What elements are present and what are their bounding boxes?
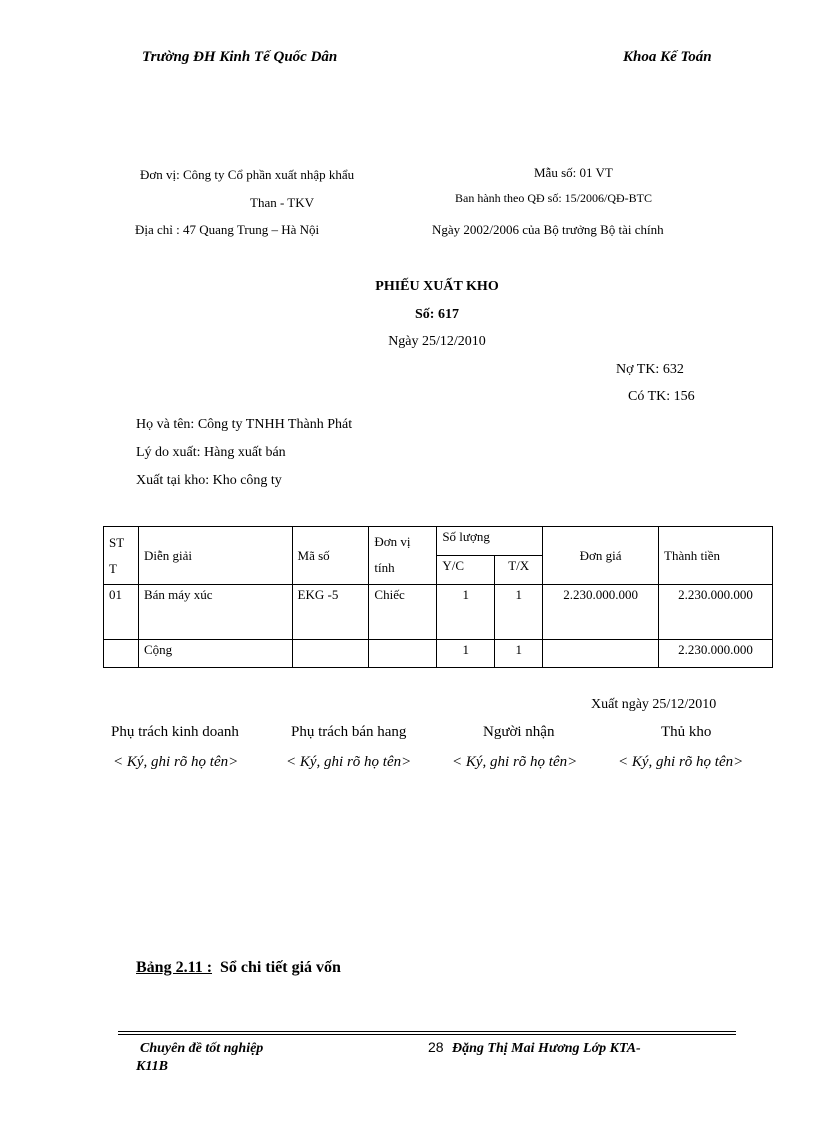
caption-title: Sổ chi tiết giá vốn (220, 959, 341, 976)
export-warehouse: Xuất tại kho: Kho công ty (136, 473, 282, 488)
total-label: Cộng (138, 640, 292, 668)
footer-right: Đặng Thị Mai Hương Lớp KTA- (452, 1041, 641, 1056)
header-qty-req: Y/C (437, 556, 495, 585)
row-qty-act: 1 (495, 585, 543, 640)
doc-number: Số: 617 (415, 307, 459, 322)
debit-account: Nợ TK: 632 (616, 362, 684, 377)
export-date: Xuất ngày 25/12/2010 (591, 697, 717, 712)
header-amount: Thành tiền (659, 527, 773, 585)
row-code: EKG -5 (292, 585, 369, 640)
header-unit: Đơn vị tính (369, 527, 437, 585)
header-qty: Số lượng (437, 527, 543, 556)
sign-note-3: < Ký, ghi rõ họ tên> (452, 754, 578, 770)
total-qty-act: 1 (495, 640, 543, 668)
role-sales: Phụ trách bán hang (291, 724, 407, 740)
header-desc: Diễn giải (138, 527, 292, 585)
role-storekeeper: Thủ kho (661, 724, 712, 740)
header-price: Đơn giá (543, 527, 659, 585)
doc-date: Ngày 25/12/2010 (388, 334, 486, 349)
role-receiver: Người nhận (483, 724, 555, 740)
header-code: Mã số (292, 527, 369, 585)
export-reason: Lý do xuất: Hàng xuất bán (136, 445, 286, 460)
unit-name: Đơn vị: Công ty Cổ phần xuất nhập khẩu (140, 167, 355, 182)
footer-left: Chuyên đề tốt nghiệp (140, 1041, 264, 1056)
table-caption (136, 959, 341, 977)
row-desc: Bán máy xúc (138, 585, 292, 640)
row-stt: 01 (104, 585, 139, 640)
row-qty-req: 1 (437, 585, 495, 640)
recipient-name: Họ và tên: Công ty TNHH Thành Phát (136, 417, 353, 432)
form-code: Mẫu số: 01 VT (534, 165, 613, 180)
row-unit: Chiếc (369, 585, 437, 640)
total-qty-req: 1 (437, 640, 495, 668)
form-date: Ngày 2002/2006 của Bộ trưởng Bộ tài chính (432, 222, 664, 237)
page-number: 28 (428, 1039, 444, 1055)
table-row (104, 585, 773, 640)
sign-note-4: < Ký, ghi rõ họ tên> (618, 754, 744, 770)
footer-rule-2 (118, 1034, 736, 1035)
total-amount: 2.230.000.000 (659, 640, 773, 668)
doc-title: PHIẾU XUẤT KHO (375, 279, 499, 294)
header-stt: ST T (104, 527, 139, 585)
credit-account: Có TK: 156 (628, 389, 695, 404)
row-price: 2.230.000.000 (543, 585, 659, 640)
header-faculty: Khoa Kế Toán (623, 49, 712, 65)
header-qty-act: T/X (495, 556, 543, 585)
role-business: Phụ trách kinh doanh (111, 724, 239, 740)
sign-note-1: < Ký, ghi rõ họ tên> (113, 754, 239, 770)
items-table (103, 526, 773, 668)
caption-label: Bảng 2.11 : (136, 959, 213, 976)
sign-note-2: < Ký, ghi rõ họ tên> (286, 754, 412, 770)
footer-cont: K11B (136, 1059, 168, 1074)
unit-address: Địa chỉ : 47 Quang Trung – Hà Nội (135, 222, 320, 237)
footer-rule (118, 1031, 736, 1032)
form-issued: Ban hành theo QĐ số: 15/2006/QĐ-BTC (455, 191, 652, 205)
header-school: Trường ĐH Kinh Tế Quốc Dân (142, 49, 338, 65)
row-amount: 2.230.000.000 (659, 585, 773, 640)
total-row (104, 640, 773, 668)
unit-name-cont: Than - TKV (250, 195, 315, 210)
